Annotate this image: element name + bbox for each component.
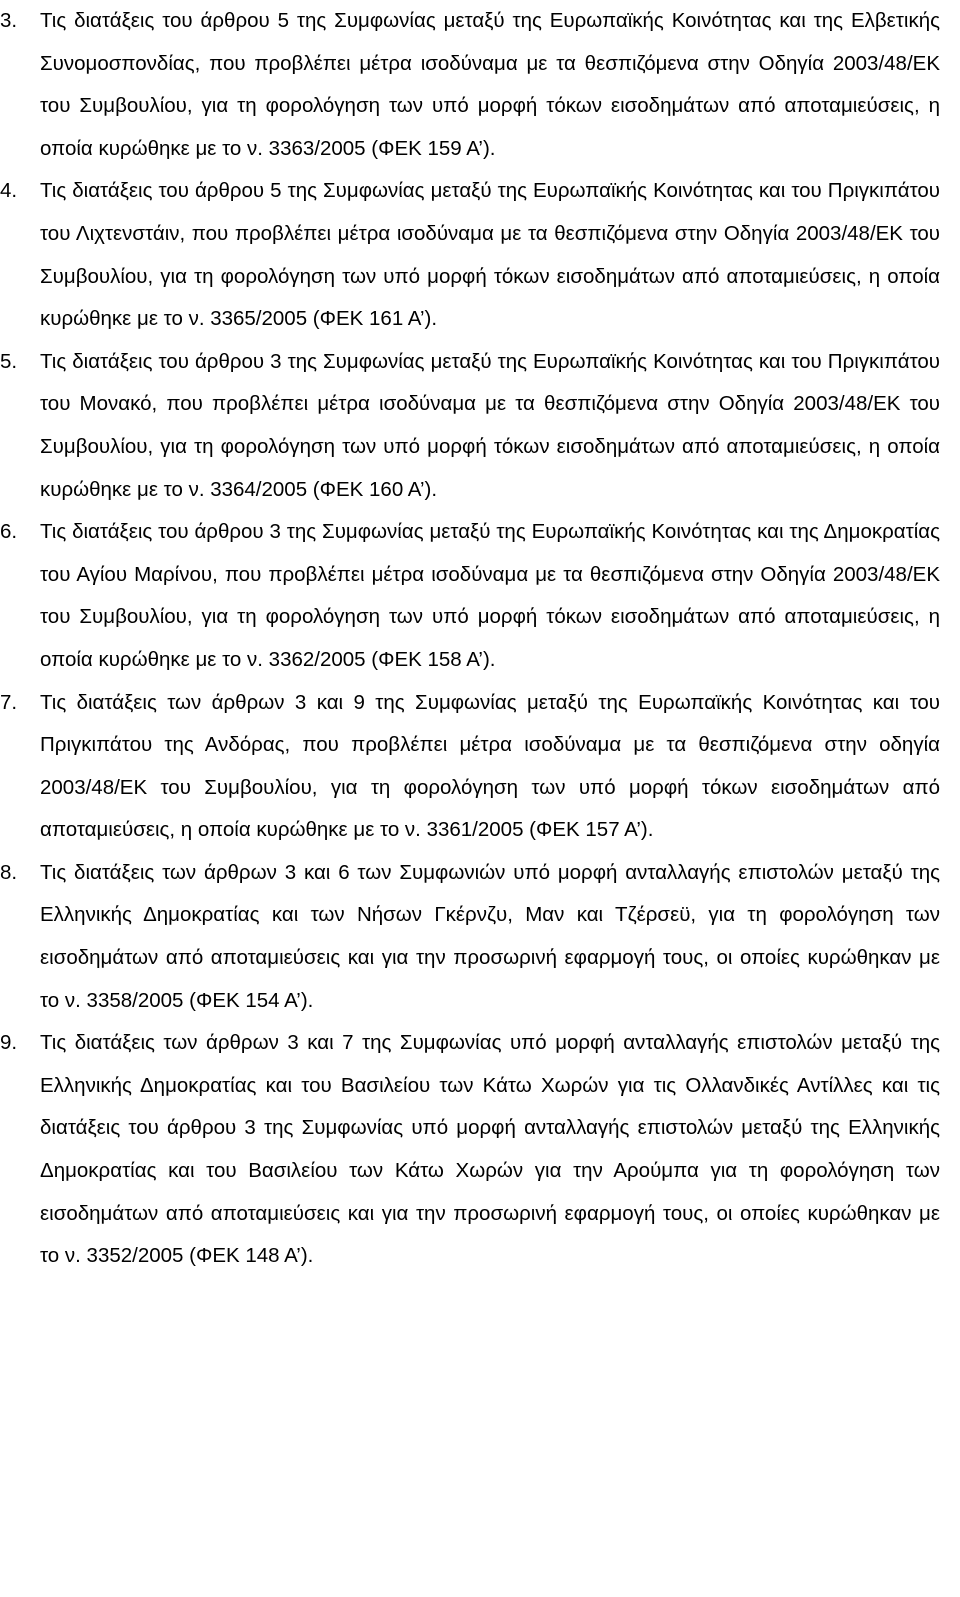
item-text: Τις διατάξεις του άρθρου 3 της Συμφωνίας μεταξύ της Ευρωπαϊκής Κοινότητας και του Πριγκιπάτου του Μονακό, που προβλέπει μέτρα ισοδύναμα με τα θεσπιζόμενα στην Οδηγία 2003/48/ΕΚ του Συμβουλίου, για τη φορολόγηση των υπό μορφή τόκων εισοδημάτων από αποταμιεύσεις, η οποία κυρώθηκε με το ν. 3364/2005 (ΦΕΚ 160 Α’). xyxy=(40,349,940,501)
item-text: Τις διατάξεις των άρθρων 3 και 9 της Συμφωνίας μεταξύ της Ευρωπαϊκής Κοινότητας και του Πριγκιπάτου της Ανδόρας, που προβλέπει μέτρα ισοδύναμα με τα θεσπιζόμενα στην οδηγία 2003/48/ΕΚ του Συμβουλίου, για τη φορολόγηση των υπό μορφή τόκων εισοδημάτων από αποταμιεύσεις, η οποία κυρώθηκε με το ν. 3361/2005 (ΦΕΚ 157 Α’). xyxy=(40,690,940,842)
list-item xyxy=(0,682,960,852)
list-item xyxy=(0,852,960,1022)
item-text: Τις διατάξεις του άρθρου 5 της Συμφωνίας μεταξύ της Ευρωπαϊκής Κοινότητας και της Ελβετικής Συνομοσπονδίας, που προβλέπει μέτρα ισοδύναμα με τα θεσπιζόμενα στην Οδηγία 2003/48/ΕΚ του Συμβουλίου, για τη φορολόγηση των υπό μορφή τόκων εισοδημάτων από αποταμιεύσεις, η οποία κυρώθηκε με το ν. 3363/2005 (ΦΕΚ 159 Α’). xyxy=(40,9,940,160)
item-number: 5. xyxy=(0,349,18,373)
list-item xyxy=(0,1022,960,1278)
item-number: 8. xyxy=(0,860,18,884)
list-item xyxy=(0,170,960,340)
item-text: Τις διατάξεις του άρθρου 3 της Συμφωνίας μεταξύ της Ευρωπαϊκής Κοινότητας και της Δημοκρατίας του Αγίου Μαρίνου, που προβλέπει μέτρα ισοδύναμα με τα θεσπιζόμενα στην Οδηγία 2003/48/ΕΚ του Συμβουλίου, για τη φορολόγηση των υπό μορφή τόκων εισοδημάτων από αποταμιεύσεις, η οποία κυρώθηκε με το ν. 3362/2005 (ΦΕΚ 158 Α’). xyxy=(40,520,940,671)
list-item xyxy=(0,341,960,511)
list-item xyxy=(0,511,960,681)
list-item xyxy=(0,0,960,170)
item-text: Τις διατάξεις του άρθρου 5 της Συμφωνίας μεταξύ της Ευρωπαϊκής Κοινότητας και του Πριγκιπάτου του Λιχτενστάιν, που προβλέπει μέτρα ισοδύναμα με τα θεσπιζόμενα στην Οδηγία 2003/48/ΕΚ του Συμβουλίου, για τη φορολόγηση των υπό μορφή τόκων εισοδημάτων από αποταμιεύσεις, η οποία κυρώθηκε με το ν. 3365/2005 (ΦΕΚ 161 Α’). xyxy=(40,179,940,331)
item-number: 7. xyxy=(0,690,18,714)
item-number: 6. xyxy=(0,520,18,544)
item-text: Τις διατάξεις των άρθρων 3 και 7 της Συμφωνίας υπό μορφή ανταλλαγής επιστολών μεταξύ της Ελληνικής Δημοκρατίας και του Βασιλείου των Κάτω Χωρών για τις Ολλανδικές Αντίλλες και τις διατάξεις του άρθρου 3 της Συμφωνίας υπό μορφή ανταλλαγής επιστολών μεταξύ της Ελληνικής Δημοκρατίας και του Βασιλείου των Κάτω Χωρών για την Αρούμπα για τη φορολόγηση των εισοδημάτων από αποταμιεύσεις και για την προσωρινή εφαρμογή τους, οι οποίες κυρώθηκαν με το ν. 3352/2005 (ΦΕΚ 148 Α’). xyxy=(40,1031,940,1268)
item-number: 3. xyxy=(0,9,18,32)
item-number: 4. xyxy=(0,179,18,203)
item-text: Τις διατάξεις των άρθρων 3 και 6 των Συμφωνιών υπό μορφή ανταλλαγής επιστολών μεταξύ της Ελληνικής Δημοκρατίας και των Νήσων Γκέρνζυ, Μαν και Τζέρσεϋ, για τη φορολόγηση των εισοδημάτων από αποταμιεύσεις και για την προσωρινή εφαρμογή τους, οι οποίες κυρώθηκαν με το ν. 3358/2005 (ΦΕΚ 154 Α’). xyxy=(40,860,940,1012)
item-number: 9. xyxy=(0,1031,18,1055)
